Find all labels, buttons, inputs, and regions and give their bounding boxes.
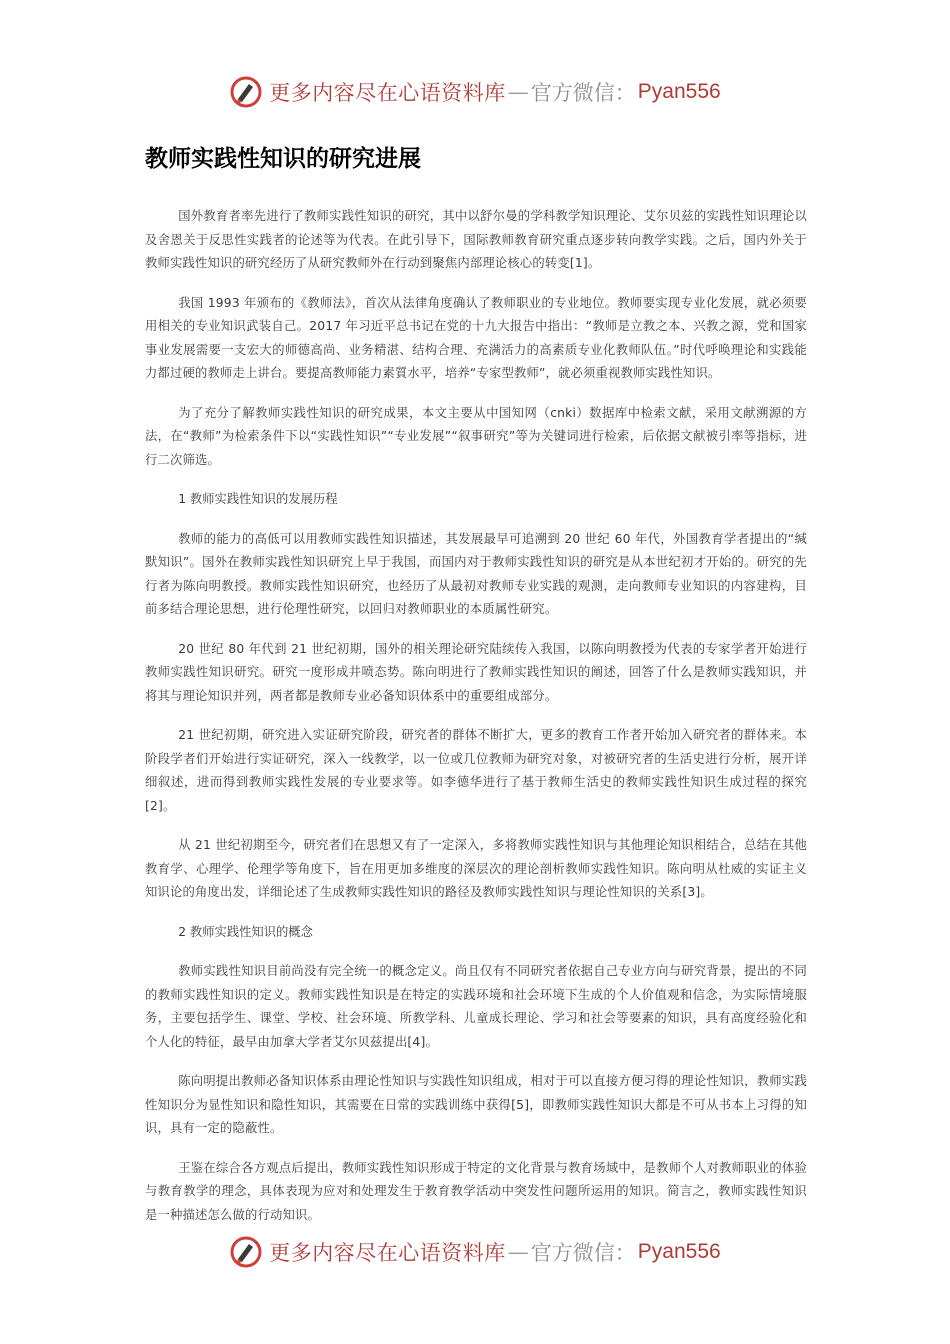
paragraph: 我国 1993 年颁布的《教师法》，首次从法律角度确认了教师职业的专业地位。教师要实现专业化发展，就必须要用相关的专业知识武装自己。2017 年习近平总书记在党的十九大报告中指出：“教师是立教之本、兴教之源，党和国家事业发展需要一支宏大的师德高尚、业务精湛、结构合理、充满活力的高素质专业化教师队伍。”时代呼唤理论和实践能力都过硬的教师走上讲台。要提高教师能力素質水平，培养“专家型教师”，就必须重视教师实践性知识。 [145,295,807,380]
paragraph: 从 21 世纪初期至今，研究者们在思想又有了一定深入，多将教师实践性知识与其他理论知识相结合，总结在其他教育学、心理学、伦理学等角度下，旨在用更加多维度的深层次的理论剖析教师实践性知识。陈向明从杜威的实证主义知识论的角度出发，详细论述了生成教师实践性知识的路径及教师实践性知识与理论性知识的关系[3]。 [145,838,807,899]
banner-official-label: 官方微信： [530,81,636,105]
paragraph: 国外教育者率先进行了教师实践性知识的研究，其中以舒尔曼的学科教学知识理论、艾尔贝兹的实践性知识理论以及舍恩关于反思性实践者的论述等为代表。在此引导下，国际教师教育研究重点逐步转向教学实践。之后，国内外关于教师实践性知识的研究经历了从研究教师外在行动到聚焦内部理论核心的转变[1]。 [145,209,807,270]
banner-separator: — [507,1240,529,1264]
pen-logo-icon [229,1235,263,1269]
banner-text: 更多内容尽在心语资料库 [269,81,506,105]
footer-banner [0,1232,950,1272]
banner-wechat-id: Pyan556 [637,1240,721,1263]
paragraph: 教师实践性知识目前尚没有完全统一的概念定义。尚且仅有不同研究者依据自己专业方向与研究背景，提出的不同的教师实践性知识的定义。教师实践性知识是在特定的实践环境和社会环境下生成的个人价值观和信念，为实际情境服务，主要包括学生、课堂、学校、社会环境、所教学科、儿童成长理论、学习和社会等要素的知识，具有高度经验化和个人化的特征，最早由加拿大学者艾尔贝兹提出[4]。 [145,964,807,1049]
header-banner [0,72,950,112]
section-heading: 2 教师实践性知识的概念 [178,924,313,939]
paragraph: 20 世纪 80 年代到 21 世纪初期，国外的相关理论研究陆续传入我国，以陈向明教授为代表的专家学者开始进行教师实践性知识研究。研究一度形成井喷态势。陈向明进行了教师实践性知识的阐述，回答了什么是教师实践知识，并将其与理论知识并列，两者都是教师专业必备知识体系中的重要组成部分。 [145,641,807,703]
banner-text: 更多内容尽在心语资料库 [269,1241,506,1265]
paragraph: 21 世纪初期，研究进入实证研究阶段，研究者的群体不断扩大，更多的教育工作者开始加入研究者的群体来。本阶段学者们开始进行实证研究，深入一线教学，以一位或几位教师为研究对象，对被研究者的生活史进行分析，展开详细叙述，进而得到教师实践性发展的专业要求等。如李德华进行了基于教师生活史的教师实践性知识生成过程的探究[2]。 [145,728,807,813]
paragraph: 为了充分了解教师实践性知识的研究成果，本文主要从中国知网（cnki）数据库中检索文献，采用文献溯源的方法，在“教师”为检索条件下以“实践性知识”“专业发展”“叙事研究”等为关键词进行检索，后依据文献被引率等指标，进行二次筛选。 [145,405,807,467]
paragraph: 陈向明提出教师必备知识体系由理论性知识与实践性知识组成，相对于可以直接方便习得的理论性知识，教师实践性知识分为显性知识和隐性知识，其需要在日常的实践训练中获得[5]，即教师实践性知识大都是不可从书本上习得的知识，具有一定的隐蔽性。 [145,1074,807,1135]
page-title: 教师实践性知识的研究进展 [145,146,421,172]
paragraph: 王鉴在综合各方观点后提出，教师实践性知识形成于特定的文化背景与教育场域中，是教师个人对教师职业的体验与教育教学的理念，具体表现为应对和处理发生于教育教学活动中突发性问题所运用的知识。简言之，教师实践性知识是一种描述怎么做的行动知识。 [145,1160,807,1222]
section-heading: 1 教师实践性知识的发展历程 [178,492,338,506]
banner-wechat-id: Pyan556 [637,80,721,103]
article-body [145,205,807,1243]
banner-official-label: 官方微信： [530,1241,636,1265]
banner-separator: — [507,80,529,104]
paragraph: 教师的能力的高低可以用教师实践性知识描述，其发展最早可追溯到 20 世纪 60 年代，外国教育学者提出的“缄默知识”。国外在教师实践性知识研究上早于我国，而国内对于教师实践性知识的研究是从本世纪初才开始的。研究的先行者为陈向明教授。教师实践性知识研究，也经历了从最初对教师专业实践的观测，走向教师专业知识的内容建构，目前多结合理论思想，进行伦理性研究，以回归对教师职业的本质属性研究。 [145,531,807,616]
pen-logo-icon [229,75,263,109]
